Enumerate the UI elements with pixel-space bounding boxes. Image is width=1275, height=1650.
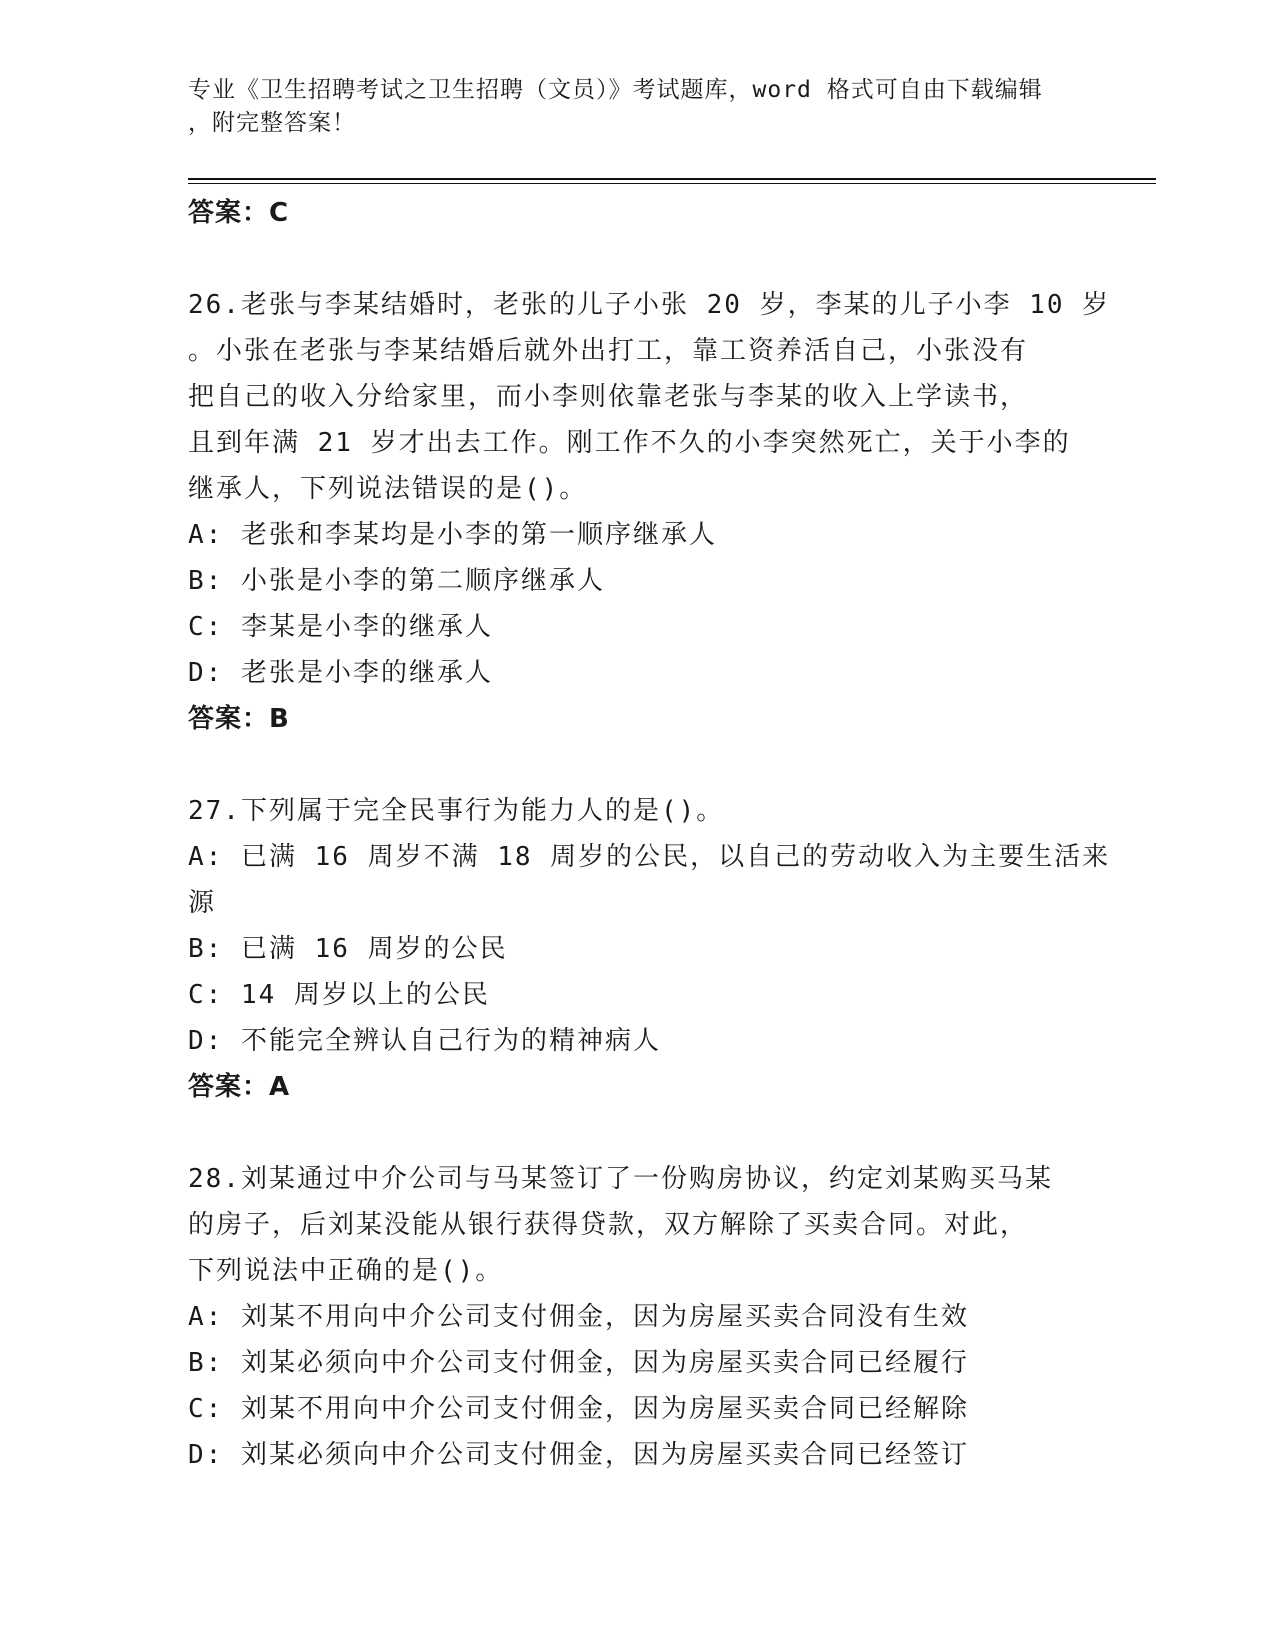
header-rule-thick — [188, 178, 1156, 180]
option-a: A: 已满 16 周岁不满 18 周岁的公民，以自己的劳动收入为主要生活来 — [188, 842, 1111, 872]
document-header — [188, 74, 1088, 140]
spacer — [188, 1110, 1088, 1156]
header-line-2: ，附完整答案！ — [188, 110, 356, 136]
option-b: B: 已满 16 周岁的公民 — [188, 934, 508, 964]
option-d: D: 刘某必须向中介公司支付佣金，因为房屋买卖合同已经签订 — [188, 1440, 969, 1470]
question-26 — [188, 282, 1111, 742]
answer: 答案：A — [188, 1072, 291, 1102]
option-c: C: 14 周岁以上的公民 — [188, 980, 490, 1010]
document-body — [188, 190, 1111, 1478]
option-c: C: 刘某不用向中介公司支付佣金，因为房屋买卖合同已经解除 — [188, 1394, 969, 1424]
question-text-line: 27.下列属于完全民事行为能力人的是()。 — [188, 796, 725, 826]
question-28 — [188, 1156, 1088, 1478]
option-c: C: 李某是小李的继承人 — [188, 612, 493, 642]
question-text-line: 28.刘某通过中介公司与马某签订了一份购房协议，约定刘某购买马某 — [188, 1164, 1053, 1194]
option-b: B: 刘某必须向中介公司支付佣金，因为房屋买卖合同已经履行 — [188, 1348, 969, 1378]
spacer — [188, 742, 1088, 788]
option-d: D: 老张是小李的继承人 — [188, 658, 493, 688]
option-d: D: 不能完全辨认自己行为的精神病人 — [188, 1026, 661, 1056]
previous-answer: 答案：C — [188, 198, 290, 228]
option-a: A: 刘某不用向中介公司支付佣金，因为房屋买卖合同没有生效 — [188, 1302, 969, 1332]
option-a: A: 老张和李某均是小李的第一顺序继承人 — [188, 520, 717, 550]
question-text-line: 的房子，后刘某没能从银行获得贷款，双方解除了买卖合同。对此， — [188, 1210, 1029, 1240]
spacer — [188, 236, 1088, 282]
question-text-line: 下列说法中正确的是()。 — [188, 1256, 504, 1286]
question-text-line: 。小张在老张与李某结婚后就外出打工，靠工资养活自己，小张没有 — [188, 336, 1029, 366]
question-27 — [188, 788, 1111, 1110]
question-text-line: 26.老张与李某结婚时，老张的儿子小张 20 岁，李某的儿子小李 10 岁 — [188, 290, 1111, 320]
answer: 答案：B — [188, 704, 290, 734]
option-a-continued: 源 — [188, 888, 217, 918]
question-text-line: 且到年满 21 岁才出去工作。刚工作不久的小李突然死亡，关于小李的 — [188, 428, 1071, 458]
question-text-line: 把自己的收入分给家里，而小李则依靠老张与李某的收入上学读书， — [188, 382, 1029, 412]
header-rule-thin — [188, 183, 1156, 184]
header-line-1: 专业《卫生招聘考试之卫生招聘（文员）》考试题库，word 格式可自由下载编辑 — [188, 77, 1043, 103]
question-text-line: 继承人，下列说法错误的是()。 — [188, 474, 588, 504]
option-b: B: 小张是小李的第二顺序继承人 — [188, 566, 605, 596]
